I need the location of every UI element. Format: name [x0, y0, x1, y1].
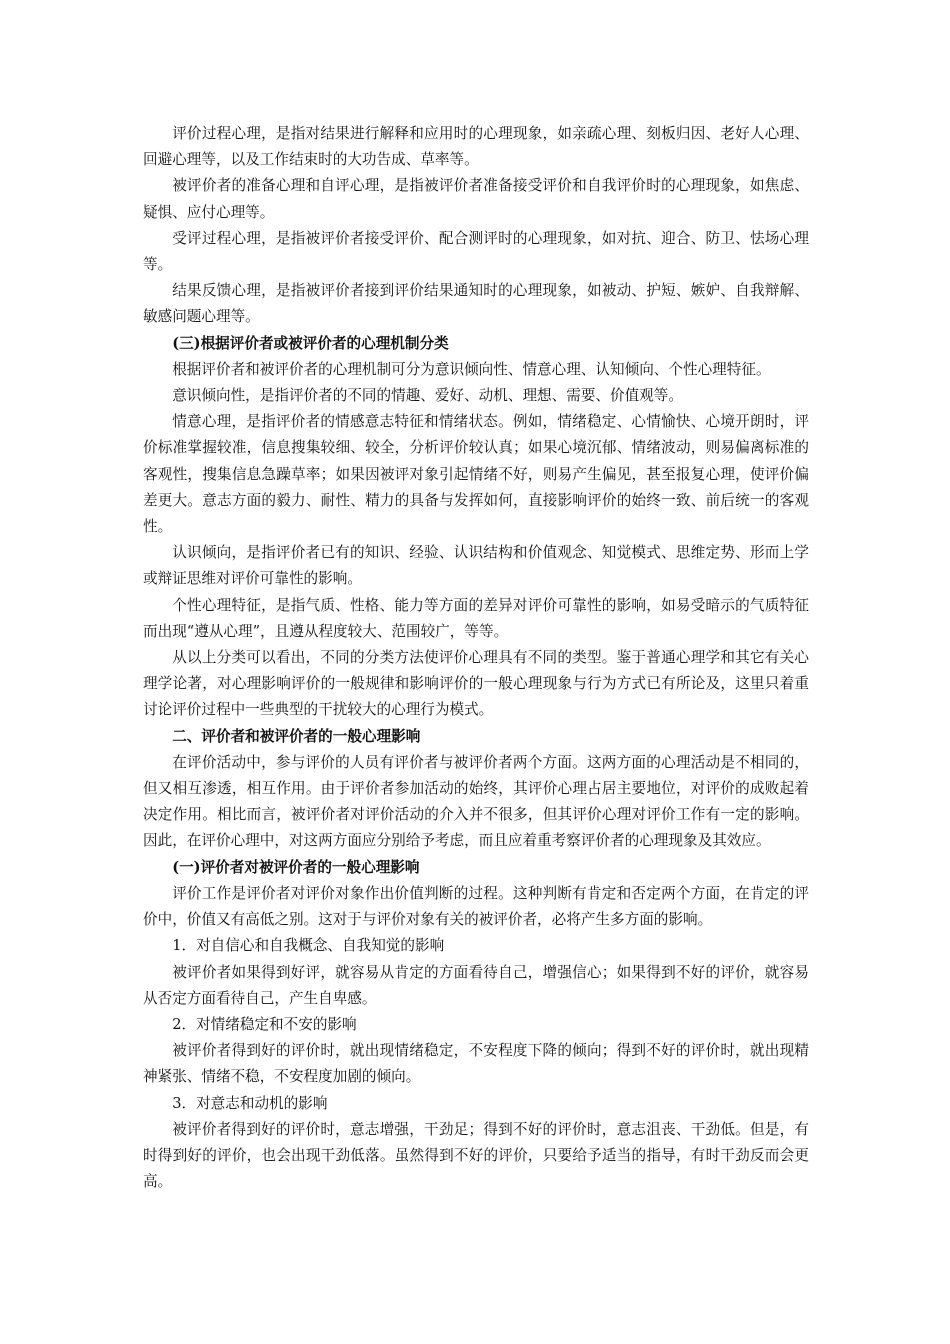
paragraph: 评价过程心理，是指对结果进行解释和应用时的心理现象，如亲疏心理、刻板归因、老好人心理、回避心理等，以及工作结束时的大功告成、草率等。 [143, 125, 809, 169]
paragraph: 结果反馈心理，是指被评价者接到评价结果通知时的心理现象，如被动、护短、嫉妒、自我辩解、敏感问题心理等。 [143, 282, 809, 326]
paragraph: 评价工作是评价者对评价对象作出价值判断的过程。这种判断有肯定和否定两个方面，在肯定的评价中，价值又有高低之别。这对于与评价对象有关的被评价者，必将产生多方面的影响。 [143, 884, 809, 929]
paragraph: 意识倾向性，是指评价者的不同的情趣、爱好、动机、理想、需要、价值观等。 [172, 387, 683, 405]
subsection-heading: (一)评价者对被评价者的一般心理影响 [172, 858, 420, 876]
paragraph: 受评过程心理，是指被评价者接受评价、配合测评时的心理现象，如对抗、迎合、防卫、怯场心理等。 [143, 229, 809, 274]
section-heading: 二、评价者和被评价者的一般心理影响 [172, 727, 421, 745]
numbered-item-heading: 2．对情绪稳定和不安的影响 [172, 1015, 357, 1033]
paragraph: 从以上分类可以看出，不同的分类方法使评价心理具有不同的类型。鉴于普通心理学和其它有关心理学论著，对心理影响评价的一般规律和影响评价的一般心理现象与行为方式已有所论及，这里只着重讨论评价过程中一些典型的干扰较大的心理行为模式。 [143, 649, 809, 719]
numbered-item-heading: 1．对自信心和自我概念、自我知觉的影响 [172, 937, 445, 955]
paragraph: 根据评价者和被评价者的心理机制可分为意识倾向性、情意心理、认知倾向、个性心理特征。 [172, 360, 771, 378]
paragraph: 情意心理，是指评价者的情感意志特征和情绪状态。例如，情绪稳定、心情愉快、心境开朗时，评价标准掌握较准，信息搜集较细、较全，分析评价较认真；如果心境沉郁、情绪波动，则易偏离标准的客观性，搜集信息急躁草率；如果因被评对象引起情绪不好，则易产生偏见，甚至报复心理，使评价偏差更大。意志方面的毅力、耐性、精力的具备与发挥如何，直接影响评价的始终一致、前后统一的客观性。 [143, 413, 809, 536]
paragraph: 个性心理特征，是指气质、性格、能力等方面的差异对评价可靠性的影响，如易受暗示的气质特征而出现“遵从心理”，且遵从程度较大、范围较广，等等。 [143, 596, 809, 640]
numbered-item-heading: 3．对意志和动机的影响 [172, 1094, 328, 1112]
section-heading: (三)根据评价者或被评价者的心理机制分类 [172, 334, 449, 352]
paragraph: 在评价活动中，参与评价的人员有评价者与被评价者两个方面。这两方面的心理活动是不相同的，但又相互渗透，相互作用。由于评价者参加活动的始终，其评价心理占居主要地位，对评价的成败起着决定作用。相比而言，被评价者对评价活动的介入并不很多，但其评价心理对评价工作有一定的影响。因此，在评价心理中，对这两方面应分别给予考虑，而且应着重考察评价者的心理现象及其效应。 [143, 753, 809, 850]
paragraph: 被评价者如果得到好评，就容易从肯定的方面看待自己，增强信心；如果得到不好的评价，就容易从否定方面看待自己，产生自卑感。 [143, 963, 809, 1007]
document-page [143, 121, 809, 1195]
paragraph: 认识倾向，是指评价者已有的知识、经验、认识结构和价值观念、知觉模式、思维定势、形而上学或辩证思维对评价可靠性的影响。 [143, 544, 809, 588]
paragraph: 被评价者得到好的评价时，就出现情绪稳定，不安程度下降的倾向；得到不好的评价时，就出现精神紧张、情绪不稳，不安程度加剧的倾向。 [143, 1042, 809, 1086]
paragraph: 被评价者的准备心理和自评心理，是指被评价者准备接受评价和自我评价时的心理现象，如焦虑、疑惧、应付心理等。 [143, 177, 809, 221]
paragraph: 被评价者得到好的评价时，意志增强，干劲足；得到不好的评价时，意志沮丧、干劲低。但是，有时得到好的评价，也会出现干劲低落。虽然得到不好的评价，只要给予适当的指导，有时干劲反而会更高。 [143, 1120, 809, 1191]
